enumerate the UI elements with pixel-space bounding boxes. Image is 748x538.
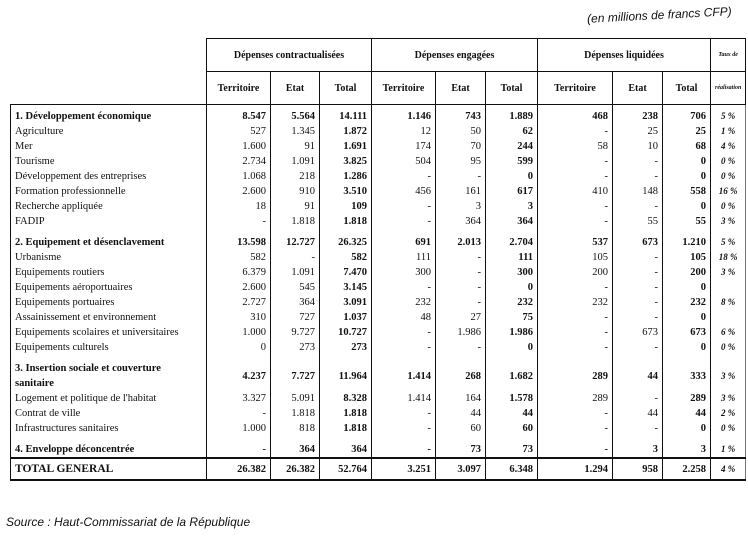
subcol-total: Total <box>320 72 372 105</box>
cell-value: 545 <box>271 280 320 295</box>
cell-value: 73 <box>436 436 486 458</box>
cell-value: - <box>207 436 271 458</box>
cell-value: 232 <box>486 295 538 310</box>
cell-value: - <box>538 406 613 421</box>
cell-value: 1.091 <box>271 265 320 280</box>
cell-value: 26.382 <box>271 458 320 480</box>
cell-value: 818 <box>271 421 320 436</box>
cell-value: - <box>538 154 613 169</box>
cell-value: 743 <box>436 105 486 125</box>
cell-value: 364 <box>271 436 320 458</box>
subcol-territoire: Territoire <box>538 72 613 105</box>
cell-value: 8.328 <box>320 391 372 406</box>
cell-value: 91 <box>271 139 320 154</box>
cell-value: 91 <box>271 199 320 214</box>
cell-value: 958 <box>613 458 663 480</box>
cell-value: 0 <box>663 169 711 184</box>
cell-value: 14.111 <box>320 105 372 125</box>
cell-value: 73 <box>486 436 538 458</box>
cell-value: 410 <box>538 184 613 199</box>
cell-value: - <box>613 295 663 310</box>
row-label: 2. Equipement et désenclavement <box>11 229 207 250</box>
cell-value: 1.818 <box>271 406 320 421</box>
cell-value: 1.600 <box>207 139 271 154</box>
cell-value: 0 <box>663 421 711 436</box>
cell-value: 18 <box>207 199 271 214</box>
cell-value: - <box>436 250 486 265</box>
rate-value: 4 % <box>711 139 746 154</box>
empty-corner <box>11 39 207 72</box>
cell-value: 706 <box>663 105 711 125</box>
cell-value: 2.727 <box>207 295 271 310</box>
cell-value: 238 <box>613 105 663 125</box>
table-row <box>11 295 746 310</box>
row-label: Equipements scolaires et universitaires <box>11 325 207 340</box>
cell-value: 3.091 <box>320 295 372 310</box>
cell-value: 48 <box>372 310 436 325</box>
cell-value: 1.294 <box>538 458 613 480</box>
cell-value: 232 <box>538 295 613 310</box>
rate-value: 6 % <box>711 325 746 340</box>
rate-header-line1: Taux de <box>711 39 746 72</box>
cell-value: 62 <box>486 124 538 139</box>
row-label: Equipements routiers <box>11 265 207 280</box>
cell-value: - <box>613 265 663 280</box>
cell-value: 44 <box>613 355 663 391</box>
cell-value: 1.986 <box>486 325 538 340</box>
table-row <box>11 406 746 421</box>
cell-value: 0 <box>207 340 271 355</box>
table-row <box>11 214 746 229</box>
cell-value: 3 <box>436 199 486 214</box>
table-row <box>11 139 746 154</box>
table-row <box>11 280 746 295</box>
empty-corner-2 <box>11 72 207 105</box>
cell-value: 3.510 <box>320 184 372 199</box>
cell-value: 2.600 <box>207 184 271 199</box>
cell-value: 26.382 <box>207 458 271 480</box>
cell-value: 289 <box>663 391 711 406</box>
rate-value: 0 % <box>711 340 746 355</box>
cell-value: 2.600 <box>207 280 271 295</box>
cell-value: - <box>538 280 613 295</box>
cell-value: 2.258 <box>663 458 711 480</box>
cell-value: 11.964 <box>320 355 372 391</box>
cell-value: 109 <box>320 199 372 214</box>
rate-value <box>711 310 746 325</box>
rate-value: 0 % <box>711 154 746 169</box>
cell-value: 25 <box>613 124 663 139</box>
table-row <box>11 169 746 184</box>
cell-value: 300 <box>486 265 538 280</box>
cell-value: 1.146 <box>372 105 436 125</box>
rate-value <box>711 280 746 295</box>
table-row <box>11 265 746 280</box>
cell-value: 200 <box>538 265 613 280</box>
cell-value: 3 <box>663 436 711 458</box>
total-row <box>11 458 746 480</box>
cell-value: 558 <box>663 184 711 199</box>
table-row <box>11 184 746 199</box>
cell-value: - <box>271 250 320 265</box>
cell-value: - <box>538 325 613 340</box>
rate-value: 4 % <box>711 458 746 480</box>
row-label: 1. Développement économique <box>11 105 207 125</box>
rate-value: 1 % <box>711 124 746 139</box>
cell-value: 26.325 <box>320 229 372 250</box>
cell-value: 10.727 <box>320 325 372 340</box>
source-note: Source : Haut-Commissariat de la République <box>6 515 251 529</box>
subcol-etat: Etat <box>613 72 663 105</box>
unit-note: (en millions de francs CFP) <box>587 4 733 26</box>
rate-value: 2 % <box>711 406 746 421</box>
cell-value: - <box>538 124 613 139</box>
cell-value: 456 <box>372 184 436 199</box>
cell-value: - <box>613 154 663 169</box>
cell-value: - <box>436 340 486 355</box>
cell-value: - <box>538 214 613 229</box>
table-body <box>11 105 746 459</box>
cell-value: 200 <box>663 265 711 280</box>
cell-value: - <box>372 406 436 421</box>
section-row <box>11 355 746 391</box>
subcol-etat: Etat <box>271 72 320 105</box>
cell-value: 1.414 <box>372 355 436 391</box>
cell-value: 7.727 <box>271 355 320 391</box>
table-row <box>11 340 746 355</box>
group-header-liquidees: Dépenses liquidées <box>538 39 711 72</box>
table-row <box>11 250 746 265</box>
cell-value: - <box>436 295 486 310</box>
cell-value: 10 <box>613 139 663 154</box>
cell-value: 3.825 <box>320 154 372 169</box>
cell-value: 232 <box>663 295 711 310</box>
cell-value: 7.470 <box>320 265 372 280</box>
row-label: Recherche appliquée <box>11 199 207 214</box>
cell-value: 673 <box>613 229 663 250</box>
section-row <box>11 229 746 250</box>
cell-value: 910 <box>271 184 320 199</box>
cell-value: - <box>613 280 663 295</box>
cell-value: - <box>538 340 613 355</box>
cell-value: 44 <box>486 406 538 421</box>
table-row <box>11 391 746 406</box>
cell-value: - <box>613 310 663 325</box>
subcol-territoire: Territoire <box>207 72 271 105</box>
cell-value: - <box>372 199 436 214</box>
row-label: Agriculture <box>11 124 207 139</box>
section-row <box>11 436 746 458</box>
cell-value: - <box>613 391 663 406</box>
cell-value: 58 <box>538 139 613 154</box>
cell-value: 2.734 <box>207 154 271 169</box>
rate-value: 0 % <box>711 421 746 436</box>
cell-value: 95 <box>436 154 486 169</box>
cell-value: 0 <box>663 199 711 214</box>
cell-value: - <box>613 250 663 265</box>
cell-value: 161 <box>436 184 486 199</box>
cell-value: 691 <box>372 229 436 250</box>
subcol-total: Total <box>663 72 711 105</box>
cell-value: 1.210 <box>663 229 711 250</box>
cell-value: 148 <box>613 184 663 199</box>
table-row <box>11 325 746 340</box>
cell-value: 268 <box>436 355 486 391</box>
cell-value: 289 <box>538 391 613 406</box>
cell-value: - <box>538 436 613 458</box>
cell-value: 55 <box>663 214 711 229</box>
cell-value: - <box>207 406 271 421</box>
cell-value: 617 <box>486 184 538 199</box>
cell-value: 9.727 <box>271 325 320 340</box>
rate-value: 18 % <box>711 250 746 265</box>
cell-value: 1.345 <box>271 124 320 139</box>
cell-value: 2.013 <box>436 229 486 250</box>
cell-value: 1.000 <box>207 325 271 340</box>
row-label: Equipements culturels <box>11 340 207 355</box>
row-label: 3. Insertion sociale et couverture sanitaire <box>11 355 207 391</box>
cell-value: 105 <box>538 250 613 265</box>
cell-value: 0 <box>663 310 711 325</box>
cell-value: 0 <box>663 340 711 355</box>
cell-value: - <box>538 199 613 214</box>
cell-value: - <box>613 340 663 355</box>
rate-value: 0 % <box>711 169 746 184</box>
cell-value: 4.237 <box>207 355 271 391</box>
cell-value: 1.818 <box>271 214 320 229</box>
row-label: Infrastructures sanitaires <box>11 421 207 436</box>
cell-value: 75 <box>486 310 538 325</box>
cell-value: 1.818 <box>320 421 372 436</box>
cell-value: 310 <box>207 310 271 325</box>
row-label: 4. Enveloppe déconcentrée <box>11 436 207 458</box>
rate-value: 5 % <box>711 105 746 125</box>
cell-value: 111 <box>372 250 436 265</box>
row-label: Développement des entreprises <box>11 169 207 184</box>
cell-value: 27 <box>436 310 486 325</box>
cell-value: - <box>372 421 436 436</box>
cell-value: 468 <box>538 105 613 125</box>
cell-value: - <box>372 340 436 355</box>
row-label: Tourisme <box>11 154 207 169</box>
cell-value: 13.598 <box>207 229 271 250</box>
cell-value: 52.764 <box>320 458 372 480</box>
cell-value: 55 <box>613 214 663 229</box>
cell-value: 44 <box>613 406 663 421</box>
cell-value: 12 <box>372 124 436 139</box>
cell-value: 527 <box>207 124 271 139</box>
cell-value: 1.818 <box>320 214 372 229</box>
cell-value: - <box>613 421 663 436</box>
cell-value: 68 <box>663 139 711 154</box>
cell-value: 2.704 <box>486 229 538 250</box>
cell-value: 1.000 <box>207 421 271 436</box>
cell-value: 1.986 <box>436 325 486 340</box>
rate-value: 3 % <box>711 214 746 229</box>
rate-value: 1 % <box>711 436 746 458</box>
table-row <box>11 154 746 169</box>
subcol-territoire: Territoire <box>372 72 436 105</box>
rate-value: 3 % <box>711 265 746 280</box>
rate-value: 3 % <box>711 391 746 406</box>
row-label: Urbanisme <box>11 250 207 265</box>
cell-value: 289 <box>538 355 613 391</box>
rate-value: 5 % <box>711 229 746 250</box>
cell-value: - <box>613 169 663 184</box>
table-row <box>11 421 746 436</box>
cell-value: 25 <box>663 124 711 139</box>
cell-value: 364 <box>436 214 486 229</box>
subcol-total: Total <box>486 72 538 105</box>
row-label: TOTAL GENERAL <box>11 458 207 480</box>
cell-value: 244 <box>486 139 538 154</box>
cell-value: 1.889 <box>486 105 538 125</box>
cell-value: 164 <box>436 391 486 406</box>
section-row <box>11 105 746 125</box>
rate-header-line2: réalisation <box>711 72 746 105</box>
cell-value: 60 <box>436 421 486 436</box>
cell-value: 1.068 <box>207 169 271 184</box>
row-label: Mer <box>11 139 207 154</box>
row-label: Contrat de ville <box>11 406 207 421</box>
group-header-engagees: Dépenses engagées <box>372 39 538 72</box>
cell-value: - <box>372 280 436 295</box>
cell-value: 3.327 <box>207 391 271 406</box>
cell-value: 5.564 <box>271 105 320 125</box>
cell-value: 3.145 <box>320 280 372 295</box>
table-row <box>11 124 746 139</box>
cell-value: 12.727 <box>271 229 320 250</box>
cell-value: - <box>538 421 613 436</box>
cell-value: 174 <box>372 139 436 154</box>
cell-value: 599 <box>486 154 538 169</box>
rate-value: 3 % <box>711 355 746 391</box>
cell-value: 3 <box>613 436 663 458</box>
row-label: Equipements portuaires <box>11 295 207 310</box>
cell-value: 300 <box>372 265 436 280</box>
cell-value: - <box>372 169 436 184</box>
cell-value: 60 <box>486 421 538 436</box>
cell-value: 273 <box>320 340 372 355</box>
cell-value: 44 <box>436 406 486 421</box>
cell-value: 0 <box>486 340 538 355</box>
cell-value: 1.286 <box>320 169 372 184</box>
cell-value: 0 <box>486 169 538 184</box>
cell-value: 105 <box>663 250 711 265</box>
cell-value: - <box>372 436 436 458</box>
row-label: Logement et politique de l'habitat <box>11 391 207 406</box>
cell-value: 1.682 <box>486 355 538 391</box>
cell-value: 1.414 <box>372 391 436 406</box>
cell-value: - <box>372 325 436 340</box>
cell-value: 3 <box>486 199 538 214</box>
cell-value: 0 <box>663 280 711 295</box>
cell-value: 6.348 <box>486 458 538 480</box>
cell-value: 673 <box>613 325 663 340</box>
cell-value: - <box>372 214 436 229</box>
cell-value: 273 <box>271 340 320 355</box>
cell-value: 70 <box>436 139 486 154</box>
row-label: Equipements aéroportuaires <box>11 280 207 295</box>
cell-value: 582 <box>207 250 271 265</box>
expenditure-table <box>10 38 746 481</box>
group-header-contractualisees: Dépenses contractualisées <box>207 39 372 72</box>
cell-value: 364 <box>271 295 320 310</box>
cell-value: 6.379 <box>207 265 271 280</box>
cell-value: - <box>436 280 486 295</box>
cell-value: 1.691 <box>320 139 372 154</box>
cell-value: 1.578 <box>486 391 538 406</box>
cell-value: 3.097 <box>436 458 486 480</box>
cell-value: 5.091 <box>271 391 320 406</box>
rate-value: 0 % <box>711 199 746 214</box>
cell-value: 50 <box>436 124 486 139</box>
cell-value: 364 <box>486 214 538 229</box>
cell-value: 333 <box>663 355 711 391</box>
rate-value: 16 % <box>711 184 746 199</box>
cell-value: 218 <box>271 169 320 184</box>
row-label: Assainissement et environnement <box>11 310 207 325</box>
cell-value: - <box>538 310 613 325</box>
cell-value: - <box>436 265 486 280</box>
rate-value: 8 % <box>711 295 746 310</box>
cell-value: 8.547 <box>207 105 271 125</box>
cell-value: 504 <box>372 154 436 169</box>
row-label: Formation professionnelle <box>11 184 207 199</box>
cell-value: 673 <box>663 325 711 340</box>
cell-value: - <box>207 214 271 229</box>
cell-value: 3.251 <box>372 458 436 480</box>
cell-value: 537 <box>538 229 613 250</box>
cell-value: 0 <box>663 154 711 169</box>
row-label: FADIP <box>11 214 207 229</box>
table-row <box>11 310 746 325</box>
cell-value: 232 <box>372 295 436 310</box>
subcol-etat: Etat <box>436 72 486 105</box>
cell-value: 1.872 <box>320 124 372 139</box>
cell-value: 0 <box>486 280 538 295</box>
cell-value: - <box>538 169 613 184</box>
cell-value: 1.037 <box>320 310 372 325</box>
cell-value: 44 <box>663 406 711 421</box>
cell-value: 364 <box>320 436 372 458</box>
cell-value: 1.091 <box>271 154 320 169</box>
cell-value: 582 <box>320 250 372 265</box>
table-row <box>11 199 746 214</box>
cell-value: - <box>436 169 486 184</box>
cell-value: 727 <box>271 310 320 325</box>
cell-value: 1.818 <box>320 406 372 421</box>
cell-value: 111 <box>486 250 538 265</box>
cell-value: - <box>613 199 663 214</box>
